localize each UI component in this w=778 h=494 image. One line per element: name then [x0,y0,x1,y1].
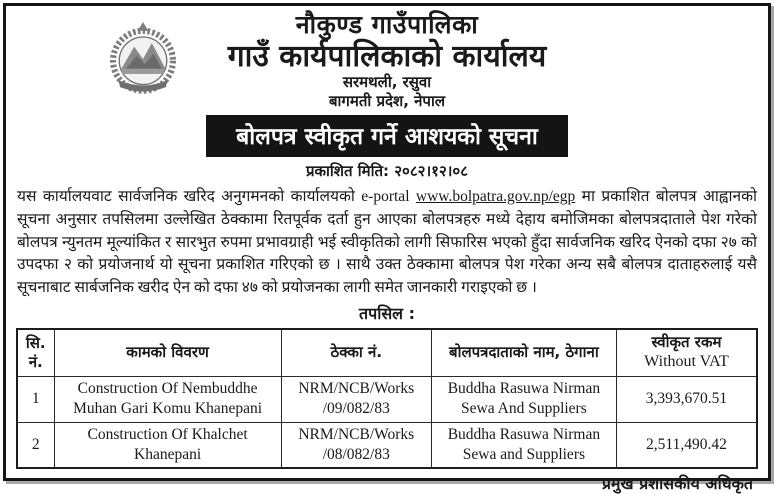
body-text-after-link: मा प्रकाशित बोलपत्र आह्वानको सूचना अनुसार तपसिलमा उल्लेखित ठेक्कामा रितपूर्वक दर्ता हुन आएका बोलपत्रहरु मध्ये देहाय बमोजिमका बोलपत्रदाताले पेश गरेको बोलपत्र न्युनतम मूल्यांकित र सारभुत रुपमा प्रभावग्राही भई स्वीकृतिको लागी सिफारिस भएको हुँदा सार्वजनिक खरिद ऐनको दफा २७ को उपदफा २ को प्रयोजनार्थ यो सूचना प्रकाशित गरिएको छ । साथै उक्त ठेक्कामा बोलपत्र पेश गरेका अन्य सबै बोलपत्र दाताहरुलाई यसै सूचनाबाट सार्बजनिक खरीद ऐन को दफा ४७ को प्रयोजनका लागी समेत जानकारी गराइएको छ । [17,187,757,297]
col-header-work-description: कामको विवरण [54,329,281,377]
nepal-emblem-icon [97,15,189,103]
cell-contract-no: NRM/NCB/Works /09/082/83 [281,377,431,422]
notice-document [3,3,771,493]
cell-contract-no: NRM/NCB/Works /08/082/83 [281,422,431,468]
address-line-1: सरमथली, रसुवा [342,73,432,92]
cell-sn: 2 [17,422,54,468]
table-row [17,422,757,468]
published-date: प्रकाशित मिति: २०८२।१२।०८ [305,161,469,180]
table-row [17,377,757,422]
col-header-sn: सि. नं. [17,329,54,377]
without-vat-label: Without VAT [644,353,729,371]
cell-bidder-name: Buddha Rasuwa Nirman Sewa and Suppliers [431,422,616,468]
col-header-contract-no: ठेक्का नं. [281,329,431,377]
document-header [15,11,759,110]
bolpatra-portal-link[interactable]: www.bolpatra.gov.np/egp [415,187,576,205]
signatory-title: प्रमुख प्रशासकीय अधिकृत [601,473,753,493]
cell-work-description: Construction Of Nembuddhe Muhan Gari Komu Khanepani [54,377,281,422]
tapasil-label: तपसिल : [359,303,415,323]
notice-banner-row [15,115,759,157]
office-name: गाउँ कार्यपालिकाको कार्यालय [227,38,547,74]
notice-title-banner: बोलपत्र स्वीकृत गर्ने आशयको सूचना [206,115,568,157]
tender-detail-table [16,328,758,469]
body-text-before-link: यस कार्यालयवाट सार्वजनिक खरिद अनुगमनको कार्यालयको e-portal [17,187,416,205]
cell-approved-amount: 3,393,670.51 [616,377,757,422]
cell-work-description: Construction Of Khalchet Khanepani [54,422,281,468]
table-header-row [17,329,757,377]
col-header-bidder-name: बोलपत्रदाताको नाम, ठेगाना [431,329,616,377]
col-header-approved-amount [616,329,757,377]
cell-approved-amount: 2,511,490.42 [616,422,757,468]
notice-body-paragraph [17,186,757,300]
cell-bidder-name: Buddha Rasuwa Nirman Sewa And Suppliers [431,377,616,422]
cell-sn: 1 [17,377,54,422]
municipality-name: नौकुण्ड गाउँपालिका [295,10,479,39]
address-line-2: बागमती प्रदेश, नेपाल [328,91,446,110]
approved-amount-label: स्वीकृत रकम [651,332,722,351]
